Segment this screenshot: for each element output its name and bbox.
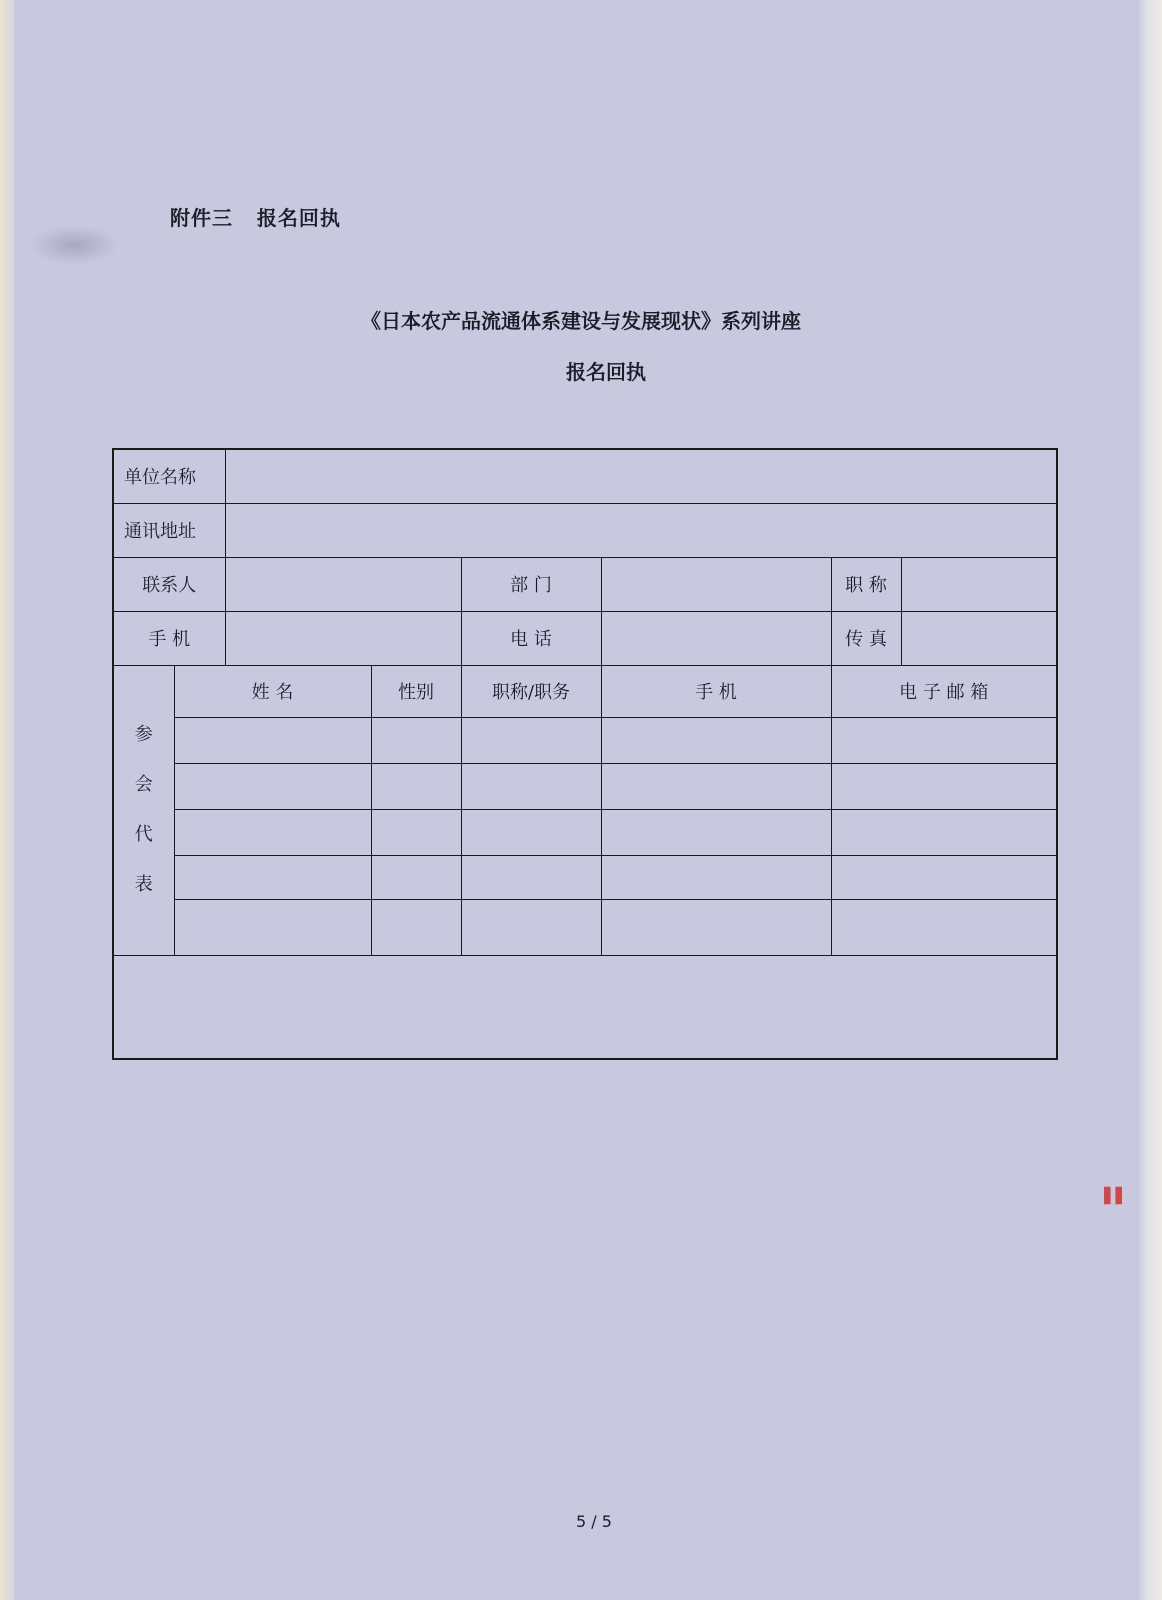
document-subtitle: 报名回执	[566, 360, 646, 384]
attendee-mobile-cell[interactable]	[601, 809, 831, 855]
attendee-email-cell[interactable]	[831, 809, 1057, 855]
job-title-field[interactable]	[901, 557, 1057, 611]
attendee-gender-cell[interactable]	[371, 809, 461, 855]
attendee-name-cell[interactable]	[174, 899, 371, 955]
attendee-row	[113, 855, 1057, 899]
attendees-label-char: 参	[134, 724, 153, 745]
attendee-email-cell[interactable]	[831, 763, 1057, 809]
attendee-email-cell[interactable]	[831, 899, 1057, 955]
attendee-name-cell[interactable]	[174, 763, 371, 809]
attendee-position-cell[interactable]	[461, 809, 601, 855]
contact-field[interactable]	[225, 557, 461, 611]
attendee-gender-cell[interactable]	[371, 855, 461, 899]
scan-smudge	[30, 225, 120, 265]
fax-field[interactable]	[901, 611, 1057, 665]
attendee-position-cell[interactable]	[461, 899, 601, 955]
attendee-name-cell[interactable]	[174, 855, 371, 899]
remarks-field[interactable]	[113, 955, 1057, 1059]
attendee-email-cell[interactable]	[831, 855, 1057, 899]
attendee-row	[113, 717, 1057, 763]
header-mobile: 手 机	[601, 665, 831, 717]
address-field[interactable]	[225, 503, 1057, 557]
attendee-gender-cell[interactable]	[371, 899, 461, 955]
fax-label: 传 真	[831, 611, 901, 665]
attendees-label-char: 代	[134, 824, 153, 845]
attendee-position-cell[interactable]	[461, 763, 601, 809]
attendee-header-row	[113, 665, 1057, 717]
attendee-mobile-cell[interactable]	[601, 899, 831, 955]
red-seal-mark: 〓	[1098, 1184, 1124, 1207]
attendees-label-char: 会	[134, 774, 153, 795]
org-name-label: 单位名称	[113, 449, 225, 503]
phone-field[interactable]	[601, 611, 831, 665]
scan-edge-right	[1138, 0, 1162, 1600]
attendee-gender-cell[interactable]	[371, 717, 461, 763]
attendee-gender-cell[interactable]	[371, 763, 461, 809]
attachment-heading: 附件三 报名回执	[170, 206, 341, 230]
attendees-label-char: 表	[134, 874, 153, 895]
attendee-mobile-cell[interactable]	[601, 763, 831, 809]
attendee-row	[113, 899, 1057, 955]
header-position: 职称/职务	[461, 665, 601, 717]
phone-row	[113, 611, 1057, 665]
mobile-field[interactable]	[225, 611, 461, 665]
attendee-position-cell[interactable]	[461, 717, 601, 763]
org-name-field[interactable]	[225, 449, 1057, 503]
contact-row	[113, 557, 1057, 611]
attendee-mobile-cell[interactable]	[601, 717, 831, 763]
attendee-row	[113, 809, 1057, 855]
attendee-email-cell[interactable]	[831, 717, 1057, 763]
document-title: 《日本农产品流通体系建设与发展现状》系列讲座	[361, 309, 801, 333]
address-label: 通讯地址	[113, 503, 225, 557]
contact-label: 联系人	[113, 557, 225, 611]
attendees-label	[113, 665, 174, 955]
header-email: 电 子 邮 箱	[831, 665, 1057, 717]
department-label: 部 门	[461, 557, 601, 611]
attendee-row	[113, 763, 1057, 809]
job-title-label: 职 称	[831, 557, 901, 611]
org-name-row	[113, 449, 1057, 503]
attendee-position-cell[interactable]	[461, 855, 601, 899]
header-name: 姓 名	[174, 665, 371, 717]
registration-form-table	[112, 448, 1058, 1060]
remarks-row	[113, 955, 1057, 1059]
department-field[interactable]	[601, 557, 831, 611]
attendee-mobile-cell[interactable]	[601, 855, 831, 899]
page-number: 5 / 5	[576, 1512, 612, 1531]
mobile-label: 手 机	[113, 611, 225, 665]
phone-label: 电 话	[461, 611, 601, 665]
address-row	[113, 503, 1057, 557]
scan-edge-left	[0, 0, 14, 1600]
attendee-name-cell[interactable]	[174, 717, 371, 763]
attendee-name-cell[interactable]	[174, 809, 371, 855]
header-gender: 性别	[371, 665, 461, 717]
